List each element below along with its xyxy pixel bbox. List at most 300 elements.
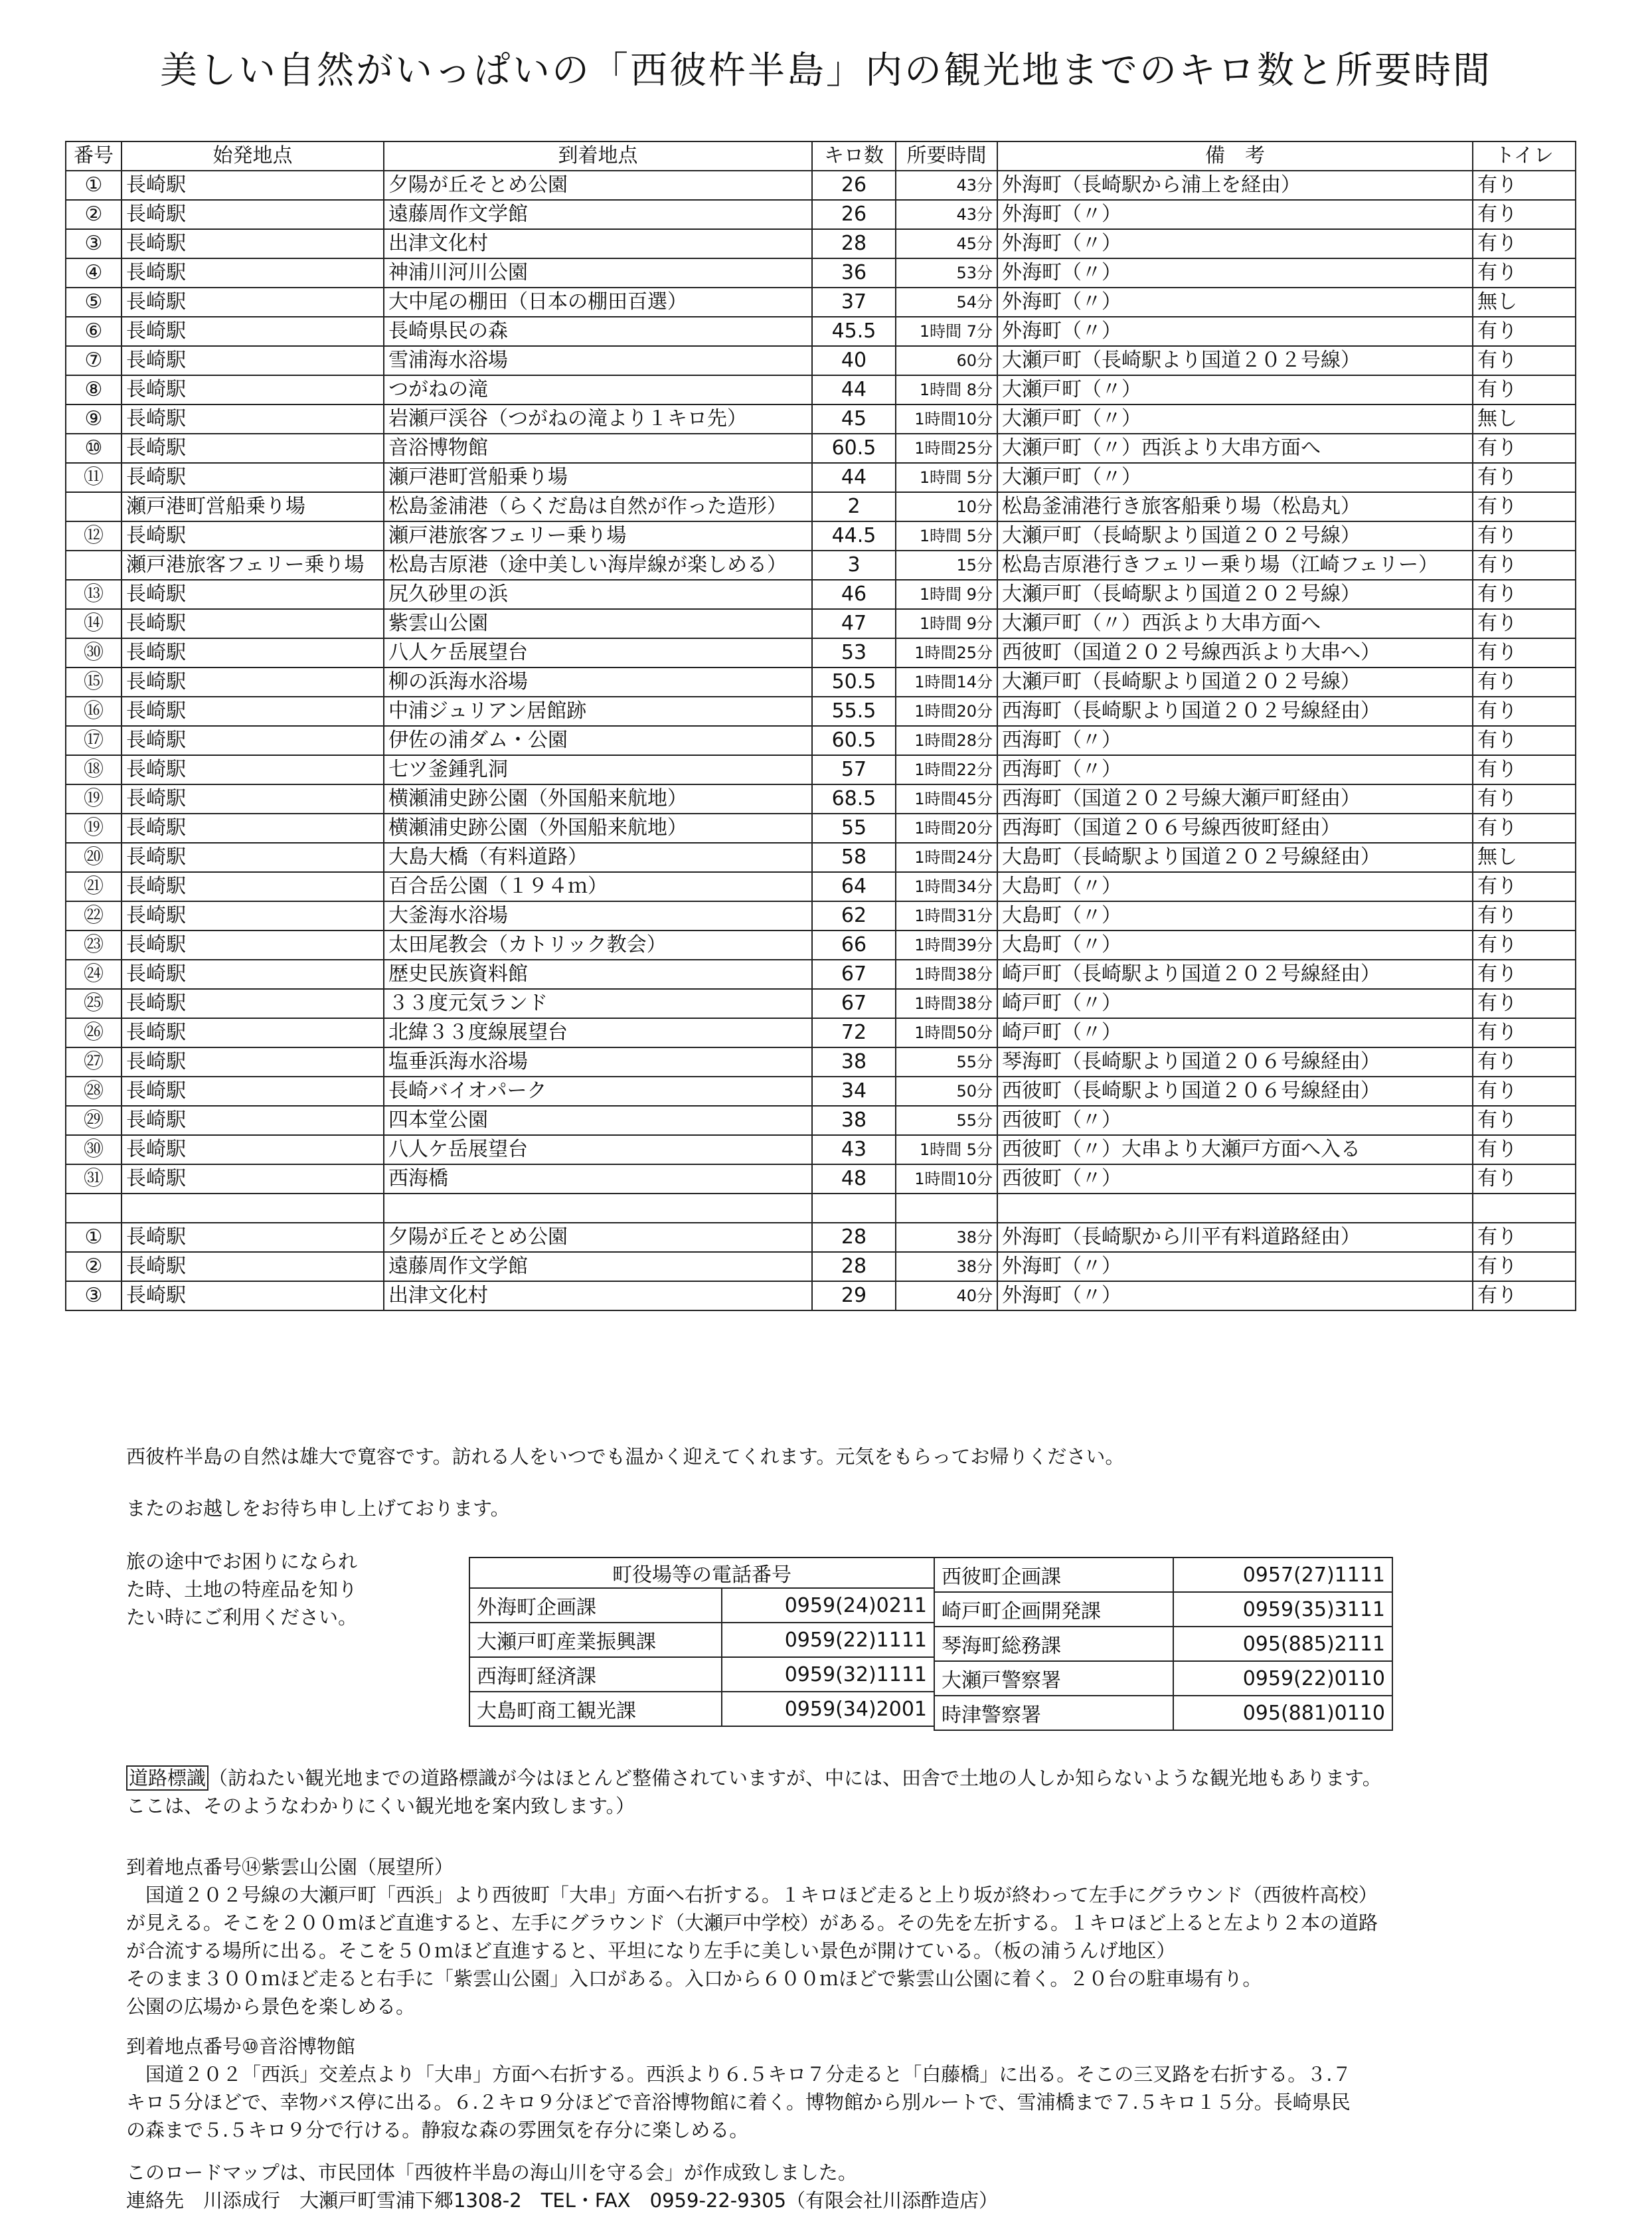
- phone-number: 0959(22)1111: [722, 1623, 934, 1657]
- row-destination: 神浦川河川公園: [384, 258, 812, 288]
- table-row: [66, 1047, 1576, 1077]
- row-remarks: 西海町（〃）: [997, 755, 1473, 784]
- row-toilet: 有り: [1473, 580, 1576, 609]
- header-origin: 始発地点: [122, 141, 384, 171]
- table-row: [66, 580, 1576, 609]
- row-destination: 大島大橋（有料道路）: [384, 843, 812, 872]
- row-origin: 長崎駅: [122, 726, 384, 755]
- row-remarks: 外海町（〃）: [997, 200, 1473, 229]
- row-number: ㉗: [66, 1047, 122, 1077]
- row-remarks: 大島町（〃）: [997, 872, 1473, 901]
- row-origin: 長崎駅: [122, 1252, 384, 1281]
- road-sign-text: （訪ねたい観光地までの道路標識が今はほとんど整備されていますが、中には、田舎で土地の人しか知らないような観光地もあります。: [208, 1767, 1382, 1789]
- row-km: 47: [812, 609, 896, 638]
- row-remarks: 外海町（〃）: [997, 258, 1473, 288]
- row-number: ⑬: [66, 580, 122, 609]
- row-toilet: 有り: [1473, 1018, 1576, 1047]
- table-row: [66, 697, 1576, 726]
- dest10-line: の森まで５.５キロ９分で行ける。静寂な森の雰囲気を存分に楽しめる。: [126, 2119, 749, 2141]
- row-toilet: 有り: [1473, 784, 1576, 814]
- row-remarks: 西彼町（〃）: [997, 1164, 1473, 1194]
- table-row: [66, 814, 1576, 843]
- row-number: ⑯: [66, 697, 122, 726]
- row-destination: 塩垂浜海水浴場: [384, 1047, 812, 1077]
- row-remarks: 大瀬戸町（〃）: [997, 404, 1473, 434]
- row-toilet: 有り: [1473, 1106, 1576, 1135]
- row-number: ②: [66, 200, 122, 229]
- row-toilet: 有り: [1473, 200, 1576, 229]
- distance-table: [65, 141, 1576, 1311]
- row-km: 38: [812, 1106, 896, 1135]
- row-toilet: 有り: [1473, 463, 1576, 492]
- row-origin: 長崎駅: [122, 463, 384, 492]
- row-time: 1時間 9分: [896, 580, 997, 609]
- row-time: 1時間31分: [896, 901, 997, 931]
- row-origin: 長崎駅: [122, 931, 384, 960]
- row-origin: 長崎駅: [122, 609, 384, 638]
- row-origin: 長崎駅: [122, 1018, 384, 1047]
- page-title: 美しい自然がいっぱいの「西彼杵半島」内の観光地までのキロ数と所要時間: [160, 49, 1492, 92]
- row-time: 1時間25分: [896, 434, 997, 463]
- row-origin: 長崎駅: [122, 317, 384, 346]
- row-remarks: 大瀬戸町（長崎駅より国道２０２号線）: [997, 580, 1473, 609]
- phone-table-header: 町役場等の電話番号: [469, 1558, 934, 1588]
- row-destination: 四本堂公園: [384, 1106, 812, 1135]
- row-origin: 長崎駅: [122, 171, 384, 200]
- row-time: 10分: [896, 492, 997, 521]
- phone-table-right: [934, 1557, 1393, 1731]
- row-number: ㉘: [66, 1077, 122, 1106]
- row-number: ⑲: [66, 814, 122, 843]
- table-row: [66, 1018, 1576, 1047]
- row-time: 38分: [896, 1252, 997, 1281]
- table-row: [66, 346, 1576, 375]
- row-time: 50分: [896, 1077, 997, 1106]
- phone-number: 0957(27)1111: [1173, 1558, 1392, 1592]
- table-row: [66, 375, 1576, 404]
- row-toilet: 有り: [1473, 638, 1576, 668]
- row-toilet: 有り: [1473, 1164, 1576, 1194]
- row-toilet: 有り: [1473, 609, 1576, 638]
- row-km: 46: [812, 580, 896, 609]
- table-row: [66, 872, 1576, 901]
- row-km: 60.5: [812, 726, 896, 755]
- row-origin: 長崎駅: [122, 434, 384, 463]
- empty-cell: [122, 1194, 384, 1223]
- row-origin: 長崎駅: [122, 521, 384, 551]
- dest10-heading: 到着地点番号⑩音浴博物館: [126, 2035, 355, 2058]
- row-origin: 瀬戸港旅客フェリー乗り場: [122, 551, 384, 580]
- table-row: [66, 1135, 1576, 1164]
- row-destination: 出津文化村: [384, 1281, 812, 1310]
- row-toilet: 有り: [1473, 901, 1576, 931]
- row-km: 58: [812, 843, 896, 872]
- row-time: 1時間38分: [896, 960, 997, 989]
- row-destination: 大釜海水浴場: [384, 901, 812, 931]
- row-toilet: 有り: [1473, 521, 1576, 551]
- row-toilet: 有り: [1473, 960, 1576, 989]
- table-row: [66, 755, 1576, 784]
- row-remarks: 西海町（〃）: [997, 726, 1473, 755]
- row-remarks: 外海町（〃）: [997, 288, 1473, 317]
- row-number: ⑧: [66, 375, 122, 404]
- row-toilet: 有り: [1473, 434, 1576, 463]
- row-destination: 長崎県民の森: [384, 317, 812, 346]
- row-km: 48: [812, 1164, 896, 1194]
- row-time: 55分: [896, 1047, 997, 1077]
- row-remarks: 外海町（〃）: [997, 317, 1473, 346]
- row-destination: 紫雲山公園: [384, 609, 812, 638]
- row-number: ⑲: [66, 784, 122, 814]
- footer-credit: このロードマップは、市民団体「西彼杵半島の海山川を守る会」が作成致しました。: [126, 2161, 857, 2184]
- row-destination: 北緯３３度線展望台: [384, 1018, 812, 1047]
- row-km: 44.5: [812, 521, 896, 551]
- row-km: 55.5: [812, 697, 896, 726]
- row-remarks: 外海町（〃）: [997, 229, 1473, 258]
- table-row: [66, 434, 1576, 463]
- row-time: 1時間 9分: [896, 609, 997, 638]
- table-row: [66, 843, 1576, 872]
- row-km: 26: [812, 200, 896, 229]
- row-km: 26: [812, 171, 896, 200]
- table-row: [66, 521, 1576, 551]
- empty-cell: [384, 1194, 812, 1223]
- row-number: ③: [66, 1281, 122, 1310]
- row-origin: 長崎駅: [122, 1281, 384, 1310]
- row-time: 1時間38分: [896, 989, 997, 1018]
- table-row: [66, 1223, 1576, 1252]
- row-time: 1時間14分: [896, 668, 997, 697]
- table-row: [66, 638, 1576, 668]
- row-destination: 横瀬浦史跡公園（外国船来航地）: [384, 814, 812, 843]
- intro-text: 西彼杵半島の自然は雄大で寛容です。訪れる人をいつでも温かく迎えてくれます。元気をもらってお帰りください。: [126, 1445, 1125, 1468]
- row-time: 1時間 5分: [896, 463, 997, 492]
- dest14-heading: 到着地点番号⑭紫雲山公園（展望所）: [126, 1856, 454, 1878]
- row-origin: 長崎駅: [122, 288, 384, 317]
- row-destination: 松島釜浦港（らくだ島は自然が作った造形）: [384, 492, 812, 521]
- row-time: 1時間24分: [896, 843, 997, 872]
- row-destination: 横瀬浦史跡公園（外国船来航地）: [384, 784, 812, 814]
- road-sign-label: 道路標識: [126, 1765, 208, 1791]
- header-km: キロ数: [812, 141, 896, 171]
- row-remarks: 大島町（長崎駅より国道２０２号線経由）: [997, 843, 1473, 872]
- row-destination: 瀬戸港町営船乗り場: [384, 463, 812, 492]
- row-remarks: 琴海町（長崎駅より国道２０６号線経由）: [997, 1047, 1473, 1077]
- dest10-line: 国道２０２「西浜」交差点より「大串」方面へ右折する。西浜より６.５キロ７分走ると「白藤橋」に出る。そこの三叉路を右折する。３.７: [126, 2063, 1352, 2086]
- row-km: 60.5: [812, 434, 896, 463]
- row-origin: 長崎駅: [122, 784, 384, 814]
- row-toilet: 有り: [1473, 1281, 1576, 1310]
- row-number: ⑤: [66, 288, 122, 317]
- dest14-line: が合流する場所に出る。そこを５０ｍほど直進すると、平坦になり左手に美しい景色が開けている。（板の浦うんげ地区）: [126, 1939, 1176, 1962]
- row-number: ㉛: [66, 1164, 122, 1194]
- phone-office: 外海町企画課: [469, 1588, 722, 1623]
- row-destination: ３３度元気ランド: [384, 989, 812, 1018]
- row-remarks: 崎戸町（〃）: [997, 1018, 1473, 1047]
- phone-office: 崎戸町企画開発課: [934, 1592, 1173, 1627]
- row-remarks: 西海町（国道２０６号線西彼町経由）: [997, 814, 1473, 843]
- row-km: 29: [812, 1281, 896, 1310]
- row-km: 28: [812, 229, 896, 258]
- row-time: 1時間20分: [896, 697, 997, 726]
- row-km: 36: [812, 258, 896, 288]
- phone-office: 琴海町総務課: [934, 1627, 1173, 1661]
- row-toilet: 有り: [1473, 317, 1576, 346]
- row-number: ①: [66, 1223, 122, 1252]
- row-remarks: 外海町（長崎駅から浦上を経由）: [997, 171, 1473, 200]
- phone-office: 時津警察署: [934, 1696, 1173, 1730]
- row-toilet: 有り: [1473, 697, 1576, 726]
- row-time: 55分: [896, 1106, 997, 1135]
- row-remarks: 大島町（〃）: [997, 931, 1473, 960]
- row-km: 66: [812, 931, 896, 960]
- row-origin: 長崎駅: [122, 1047, 384, 1077]
- row-origin: 長崎駅: [122, 697, 384, 726]
- table-row: [66, 1077, 1576, 1106]
- row-destination: 遠藤周作文学館: [384, 200, 812, 229]
- phone-number: 0959(35)3111: [1173, 1592, 1392, 1627]
- row-toilet: 有り: [1473, 551, 1576, 580]
- row-toilet: 有り: [1473, 755, 1576, 784]
- table-row: [66, 200, 1576, 229]
- table-row: [66, 492, 1576, 521]
- row-destination: 松島吉原港（途中美しい海岸線が楽しめる）: [384, 551, 812, 580]
- row-km: 64: [812, 872, 896, 901]
- phone-number: 0959(22)0110: [1173, 1661, 1392, 1696]
- row-remarks: 大島町（〃）: [997, 901, 1473, 931]
- row-number: ⑩: [66, 434, 122, 463]
- row-remarks: 西彼町（国道２０２号線西浜より大串へ）: [997, 638, 1473, 668]
- row-origin: 長崎駅: [122, 1164, 384, 1194]
- table-row: [66, 726, 1576, 755]
- row-time: 1時間 5分: [896, 521, 997, 551]
- row-destination: 歴史民族資料館: [384, 960, 812, 989]
- row-remarks: 大瀬戸町（〃）: [997, 375, 1473, 404]
- row-km: 53: [812, 638, 896, 668]
- phone-office: 西海町経済課: [469, 1657, 722, 1692]
- row-km: 44: [812, 463, 896, 492]
- row-time: 43分: [896, 171, 997, 200]
- row-destination: 出津文化村: [384, 229, 812, 258]
- row-number: ㉑: [66, 872, 122, 901]
- row-km: 67: [812, 960, 896, 989]
- row-toilet: 有り: [1473, 726, 1576, 755]
- row-time: 1時間20分: [896, 814, 997, 843]
- row-km: 68.5: [812, 784, 896, 814]
- table-row: [66, 404, 1576, 434]
- row-toilet: 有り: [1473, 375, 1576, 404]
- table-row: [66, 1164, 1576, 1194]
- row-number: ㉔: [66, 960, 122, 989]
- row-destination: 中浦ジュリアン居館跡: [384, 697, 812, 726]
- row-number: ⑮: [66, 668, 122, 697]
- row-km: 37: [812, 288, 896, 317]
- row-origin: 瀬戸港町営船乗り場: [122, 492, 384, 521]
- row-remarks: 大瀬戸町（長崎駅より国道２０２号線）: [997, 346, 1473, 375]
- row-number: ㉚: [66, 638, 122, 668]
- row-km: 44: [812, 375, 896, 404]
- row-remarks: 西彼町（長崎駅より国道２０６号線経由）: [997, 1077, 1473, 1106]
- header-remarks: 備 考: [997, 141, 1473, 171]
- row-km: 2: [812, 492, 896, 521]
- phone-number: 0959(32)1111: [722, 1657, 934, 1692]
- row-number: ⑨: [66, 404, 122, 434]
- row-toilet: 有り: [1473, 931, 1576, 960]
- row-remarks: 西彼町（〃）大串より大瀬戸方面へ入る: [997, 1135, 1473, 1164]
- row-number: ㉓: [66, 931, 122, 960]
- row-toilet: 有り: [1473, 989, 1576, 1018]
- row-toilet: 有り: [1473, 171, 1576, 200]
- row-time: 1時間45分: [896, 784, 997, 814]
- empty-cell: [1473, 1194, 1576, 1223]
- row-origin: 長崎駅: [122, 580, 384, 609]
- phone-number: 095(885)2111: [1173, 1627, 1392, 1661]
- table-row: [66, 1252, 1576, 1281]
- row-time: 1時間25分: [896, 638, 997, 668]
- empty-cell: [812, 1194, 896, 1223]
- row-number: ⑱: [66, 755, 122, 784]
- row-time: 45分: [896, 229, 997, 258]
- empty-cell: [997, 1194, 1473, 1223]
- row-number: ㉚: [66, 1135, 122, 1164]
- phone-office: 西彼町企画課: [934, 1558, 1173, 1592]
- row-destination: 西海橋: [384, 1164, 812, 1194]
- table-row: [66, 609, 1576, 638]
- row-toilet: 有り: [1473, 229, 1576, 258]
- header-number: 番号: [66, 141, 122, 171]
- row-remarks: 大瀬戸町（長崎駅より国道２０２号線）: [997, 521, 1473, 551]
- row-destination: 七ツ釜鍾乳洞: [384, 755, 812, 784]
- table-row: [66, 288, 1576, 317]
- row-destination: 伊佐の浦ダム・公園: [384, 726, 812, 755]
- row-time: 1時間28分: [896, 726, 997, 755]
- row-destination: 瀬戸港旅客フェリー乗り場: [384, 521, 812, 551]
- empty-cell: [66, 1194, 122, 1223]
- side-note-2: た時、土地の特産品を知り: [126, 1578, 358, 1601]
- row-remarks: 大瀬戸町（長崎駅より国道２０２号線）: [997, 668, 1473, 697]
- footer-contact: 連絡先 川添成行 大瀬戸町雪浦下郷1308-2 TEL・FAX 0959-22-9305（有限会社川添酢造店）: [126, 2189, 999, 2212]
- table-row: [66, 551, 1576, 580]
- table-row: [66, 901, 1576, 931]
- row-number: ⑦: [66, 346, 122, 375]
- row-destination: 尻久砂里の浜: [384, 580, 812, 609]
- row-toilet: 有り: [1473, 1047, 1576, 1077]
- row-toilet: 無し: [1473, 404, 1576, 434]
- row-destination: 音浴博物館: [384, 434, 812, 463]
- row-time: 15分: [896, 551, 997, 580]
- header-destination: 到着地点: [384, 141, 812, 171]
- row-remarks: 崎戸町（〃）: [997, 989, 1473, 1018]
- row-km: 38: [812, 1047, 896, 1077]
- row-time: 53分: [896, 258, 997, 288]
- phone-table-left: [469, 1557, 935, 1727]
- row-km: 62: [812, 901, 896, 931]
- dest14-line: 公園の広場から景色を楽しめる。: [126, 1995, 416, 2018]
- table-row: [66, 931, 1576, 960]
- table-row: [66, 1281, 1576, 1310]
- table-header-row: [66, 141, 1576, 171]
- row-remarks: 大瀬戸町（〃）西浜より大串方面へ: [997, 434, 1473, 463]
- row-destination: 大中尾の棚田（日本の棚田百選）: [384, 288, 812, 317]
- phone-number: 0959(34)2001: [722, 1692, 934, 1726]
- row-toilet: 有り: [1473, 1223, 1576, 1252]
- closing-text: またのお越しをお待ち申し上げております。: [126, 1497, 510, 1520]
- phone-office: 大瀬戸警察署: [934, 1661, 1173, 1696]
- row-number: ⑪: [66, 463, 122, 492]
- row-km: 57: [812, 755, 896, 784]
- row-toilet: 有り: [1473, 346, 1576, 375]
- row-destination: 百合岳公園（１９４ｍ）: [384, 872, 812, 901]
- row-time: 1時間 7分: [896, 317, 997, 346]
- row-origin: 長崎駅: [122, 1223, 384, 1252]
- row-destination: 柳の浜海水浴場: [384, 668, 812, 697]
- row-origin: 長崎駅: [122, 346, 384, 375]
- row-km: 72: [812, 1018, 896, 1047]
- row-destination: 岩瀬戸渓谷（つがねの滝より１キロ先）: [384, 404, 812, 434]
- row-destination: 八人ケ岳展望台: [384, 638, 812, 668]
- dest14-line: が見える。そこを２００ｍほど直進すると、左手にグラウンド（大瀬戸中学校）がある。その先を左折する。１キロほど上ると左より２本の道路: [126, 1912, 1378, 1934]
- row-remarks: 外海町（〃）: [997, 1281, 1473, 1310]
- row-origin: 長崎駅: [122, 1135, 384, 1164]
- row-origin: 長崎駅: [122, 404, 384, 434]
- row-origin: 長崎駅: [122, 375, 384, 404]
- row-destination: 太田尾教会（カトリック教会）: [384, 931, 812, 960]
- row-km: 34: [812, 1077, 896, 1106]
- row-origin: 長崎駅: [122, 200, 384, 229]
- table-row: [66, 171, 1576, 200]
- row-number: ①: [66, 171, 122, 200]
- row-destination: 長崎バイオパーク: [384, 1077, 812, 1106]
- row-remarks: 外海町（長崎駅から川平有料道路経由）: [997, 1223, 1473, 1252]
- row-destination: 遠藤周作文学館: [384, 1252, 812, 1281]
- row-origin: 長崎駅: [122, 843, 384, 872]
- table-row: [66, 960, 1576, 989]
- phone-number: 0959(24)0211: [722, 1588, 934, 1623]
- table-row: [66, 258, 1576, 288]
- row-number: ②: [66, 1252, 122, 1281]
- row-km: 40: [812, 346, 896, 375]
- row-time: 1時間10分: [896, 1164, 997, 1194]
- row-km: 45.5: [812, 317, 896, 346]
- row-origin: 長崎駅: [122, 814, 384, 843]
- row-destination: つがねの滝: [384, 375, 812, 404]
- row-origin: 長崎駅: [122, 229, 384, 258]
- table-row: [66, 463, 1576, 492]
- row-km: 28: [812, 1252, 896, 1281]
- row-remarks: 西海町（長崎駅より国道２０２号線経由）: [997, 697, 1473, 726]
- row-origin: 長崎駅: [122, 872, 384, 901]
- phone-office: 大島町商工観光課: [469, 1692, 722, 1726]
- row-origin: 長崎駅: [122, 1106, 384, 1135]
- side-note-1: 旅の途中でお困りになられ: [126, 1550, 358, 1573]
- row-toilet: 有り: [1473, 1077, 1576, 1106]
- table-row: [66, 229, 1576, 258]
- side-note-3: たい時にご利用ください。: [126, 1606, 358, 1629]
- row-number: ⑭: [66, 609, 122, 638]
- header-toilet: トイレ: [1473, 141, 1576, 171]
- row-origin: 長崎駅: [122, 668, 384, 697]
- row-time: 1時間34分: [896, 872, 997, 901]
- row-remarks: 崎戸町（長崎駅より国道２０２号線経由）: [997, 960, 1473, 989]
- table-row: [66, 989, 1576, 1018]
- table-row: [66, 668, 1576, 697]
- row-remarks: 外海町（〃）: [997, 1252, 1473, 1281]
- row-remarks: 大瀬戸町（〃）西浜より大串方面へ: [997, 609, 1473, 638]
- row-number: ㉕: [66, 989, 122, 1018]
- row-toilet: 有り: [1473, 814, 1576, 843]
- header-time: 所要時間: [896, 141, 997, 171]
- row-number: ③: [66, 229, 122, 258]
